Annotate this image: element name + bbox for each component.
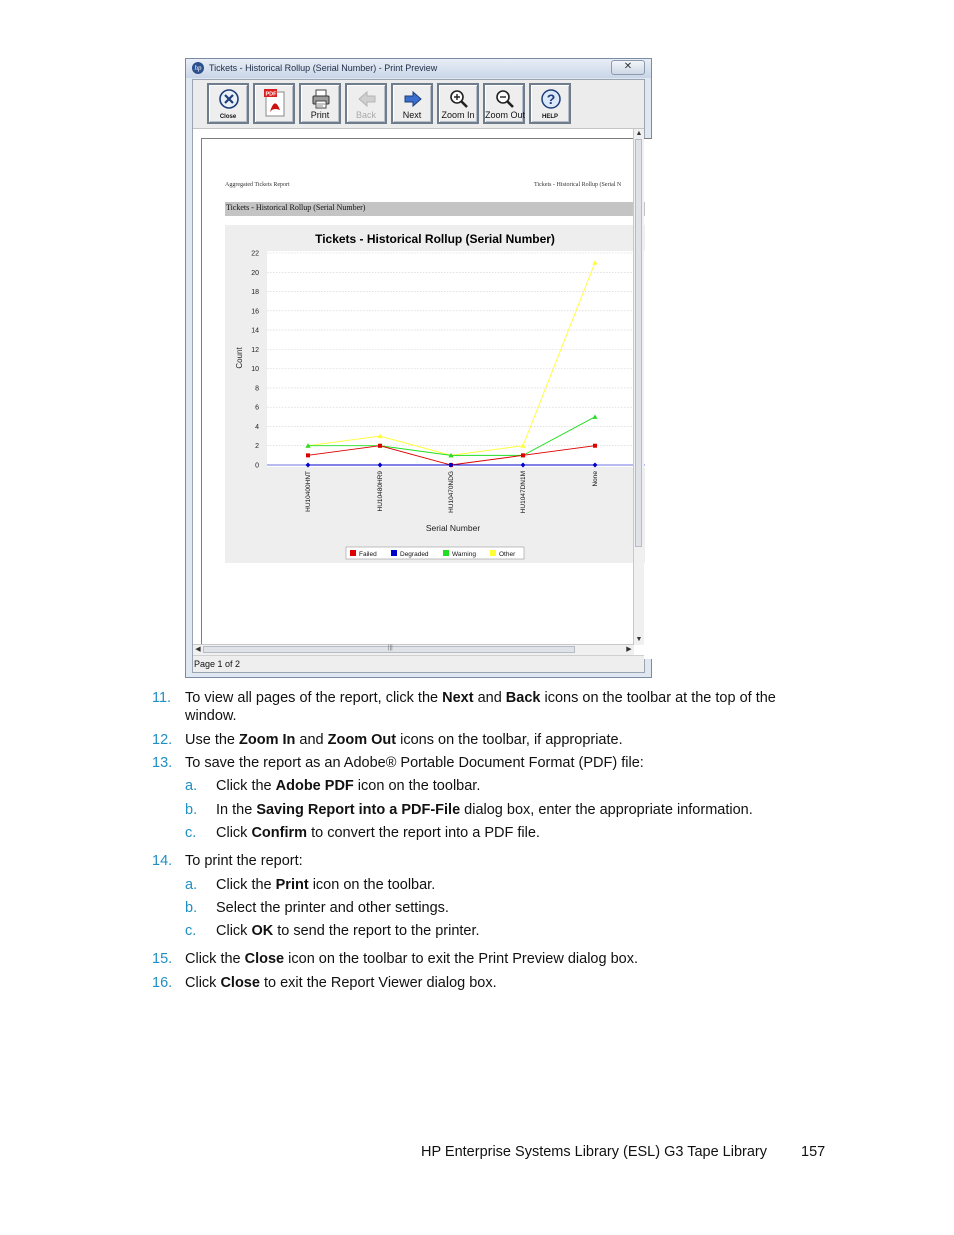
step-13c [185,824,540,842]
y-tick-label: 18 [251,289,259,297]
chart-legend [346,547,524,559]
step-bold: Adobe PDF [275,778,354,794]
step-bold: Close [244,951,285,967]
vertical-scrollbar[interactable] [633,129,644,645]
step-number: 14. [152,853,173,869]
x-tick-label: HU10400HNT [305,471,312,512]
y-tick-label: 8 [255,385,259,393]
help-question-icon [541,89,561,109]
hp-logo-icon: hp [192,62,204,74]
step-number: 13. [152,755,173,771]
step-text: To print the report: [185,853,303,869]
y-tick-label: 0 [255,462,259,470]
step-text: icons on the toolbar, if appropriate. [396,732,623,748]
step-text: To view all pages of the report, click the [185,690,443,706]
next-button-label: Next [402,110,422,120]
y-tick-label: 22 [251,250,259,258]
step-text: Click the [216,877,276,893]
step-14b [185,899,449,917]
adobe-pdf-icon [263,88,288,118]
back-arrow-icon [357,89,377,109]
step-text: window. [185,708,237,724]
substep-letter: c. [185,825,197,841]
legend-swatch [391,550,397,556]
print-button-label: Print [310,110,330,120]
step-text: Click [216,923,252,939]
step-text: to send the report to the printer. [273,923,480,939]
print-preview-window [185,58,652,678]
step-bold: Zoom In [239,732,296,748]
step-number: 15. [152,951,173,967]
scroll-left-icon[interactable]: ◀ [195,646,201,653]
step-number: 11. [152,690,172,706]
y-tick-label: 6 [255,404,259,412]
back-button[interactable] [345,83,387,124]
y-tick-label: 20 [251,269,259,277]
data-point [593,444,597,448]
zoom-in-label: Zoom In [441,110,475,120]
step-bold: Close [220,975,260,991]
status-bar [193,655,644,672]
step-bold: Zoom Out [327,732,397,748]
help-button-label: HELP [541,114,558,120]
step-text: icon on the toolbar. [308,877,436,893]
step-text: Click [185,975,221,991]
substep-letter: b. [185,802,198,818]
step-bold: Saving Report into a PDF-File [256,802,461,818]
report-header-left: Aggregated Tickets Report [225,182,290,188]
step-13b [185,801,753,819]
y-tick-label: 16 [251,308,259,316]
data-point [306,453,310,457]
report-header-right: Tickets - Historical Rollup (Serial N [534,182,622,188]
vertical-scroll-thumb[interactable] [635,139,642,547]
step-text: icon on the toolbar. [353,778,481,794]
footer-title: HP Enterprise Systems Library (ESL) G3 Tape Library [421,1144,767,1160]
scroll-up-icon[interactable]: ▲ [635,130,643,137]
page-indicator: Page 1 of 2 [194,659,241,669]
zoom-out-icon [495,89,515,109]
step-text: Click [216,825,252,841]
step-text: icons on the toolbar at the top of the [540,690,776,706]
window-titlebar[interactable] [186,59,651,78]
step-16 [152,974,497,992]
step-text: icon on the toolbar to exit the Print Preview dialog box. [284,951,638,967]
historical-rollup-chart [225,225,645,563]
plot-area [267,251,645,467]
substep-letter: a. [185,778,198,794]
x-axis-label: Serial Number [425,523,481,533]
adobe-pdf-button[interactable] [253,83,295,124]
step-14 [152,852,303,870]
zoom-in-button[interactable] [437,83,479,124]
legend-swatch [490,550,496,556]
step-text: and [473,690,506,706]
svg-text:?: ? [546,91,556,107]
legend-label: Degraded [400,551,429,558]
step-bold: Back [505,690,541,706]
substep-letter: a. [185,877,198,893]
window-close-button[interactable]: ✕ [611,60,645,75]
data-point [521,453,525,457]
step-text: To save the report as an Adobe® Portable Document Format (PDF) file: [185,755,644,771]
scroll-grip-icon: ||| [388,645,393,651]
zoom-in-icon [449,89,469,109]
print-button[interactable] [299,83,341,124]
legend-swatch [350,550,356,556]
step-text: Use the [185,732,239,748]
x-tick-label: HU1047DN1M [520,471,527,514]
window-client [192,79,645,673]
legend-label: Failed [359,551,377,558]
close-x-icon [219,89,239,109]
step-13a [185,777,480,795]
help-button[interactable] [529,83,571,124]
x-tick-label: None [592,471,599,487]
substep-letter: b. [185,900,198,916]
y-tick-label: 10 [251,366,259,374]
preview-pane [193,129,634,645]
x-tick-label: HU10480HR9 [377,471,384,512]
step-number: 16. [152,975,173,991]
close-button-label: Close [219,114,237,120]
y-tick-label: 4 [255,423,259,431]
report-page [201,138,652,659]
report-band-title: Tickets - Historical Rollup (Serial Number) [226,203,366,212]
close-button[interactable] [207,83,249,124]
step-bold: Print [275,877,309,893]
horizontal-scrollbar[interactable] [193,644,634,655]
step-14a [185,876,435,894]
step-bold: Next [442,690,474,706]
zoom-out-button[interactable] [483,83,525,124]
window-title: Tickets - Historical Rollup (Serial Number) - Print Preview [209,63,438,73]
scroll-down-icon[interactable]: ▼ [635,636,643,643]
back-button-label: Back [355,110,376,120]
page-number: 157 [801,1144,826,1160]
step-text: Select the printer and other settings. [216,900,449,916]
toolbar [193,80,644,129]
legend-swatch [443,550,449,556]
zoom-out-label: Zoom Out [485,110,526,120]
step-text: Click the [185,951,245,967]
step-11 [152,689,776,725]
step-number: 12. [152,732,173,748]
step-text: dialog box, enter the appropriate information. [460,802,753,818]
legend-label: Other [499,551,516,558]
step-bold: Confirm [251,825,308,841]
x-tick-label: HU10470NDG [448,471,455,513]
step-13 [152,754,644,772]
step-text: and [295,732,328,748]
step-text: Click the [216,778,276,794]
chart-title: Tickets - Historical Rollup (Serial Number) [315,232,555,246]
step-14c [185,922,480,940]
substep-letter: c. [185,923,197,939]
next-arrow-icon [403,89,423,109]
next-button[interactable] [391,83,433,124]
y-axis-label: Count [235,347,244,369]
step-text: to convert the report into a PDF file. [307,825,540,841]
legend-label: Warning [452,551,476,558]
y-tick-label: 12 [251,346,259,354]
scroll-right-icon[interactable]: ▶ [626,646,632,653]
printer-icon [311,89,331,109]
y-tick-label: 14 [251,327,259,335]
svg-text:PDF: PDF [265,91,277,98]
step-12 [152,731,623,749]
report-title-band [225,202,645,216]
y-tick-label: 2 [255,443,259,451]
step-text: to exit the Report Viewer dialog box. [259,975,497,991]
data-point [378,444,382,448]
step-bold: OK [251,923,274,939]
step-15 [152,950,638,968]
step-text: In the [216,802,257,818]
